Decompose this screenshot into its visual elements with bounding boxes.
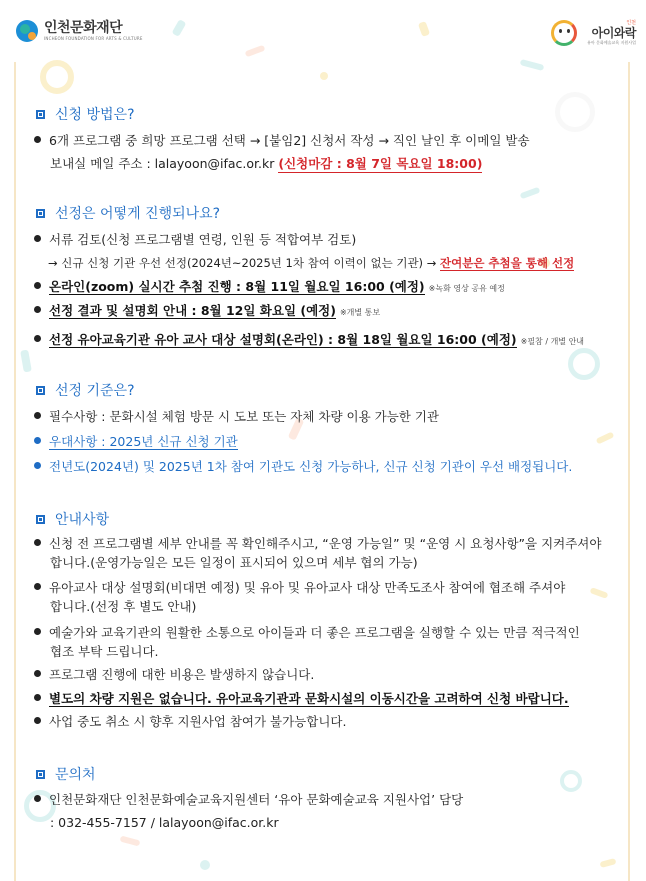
ifac-emblem-icon [16,20,38,42]
notice-item: 신청 전 프로그램별 세부 안내를 꼭 확인해주시고, “운영 가능일” 및 “운영 시 요청사항”을 지켜주셔야 [34,535,601,553]
square-bullet-icon [36,770,45,779]
section-heading-notice: 안내사항 [36,509,109,529]
decoration [20,349,32,372]
ifac-logo-name: 인천문화재단 [44,20,123,36]
section-heading-contact: 문의처 [36,764,96,784]
notice-item: 예술가와 교육기관의 원활한 소통으로 아이들과 더 좋은 프로그램을 실행할 수 있는 만큼 적극적인 [34,624,580,642]
notice-item: 별도의 차량 지원은 없습니다. 유아교육기관과 문화시설의 이동시간을 고려하여 신청 바랍니다. [34,690,569,708]
decoration [568,348,600,380]
decoration [520,187,541,199]
square-bullet-icon [36,110,45,119]
bullet-icon [34,795,41,802]
selection-item-sub: → 신규 신청 기관 우선 선정(2024년~2025년 1차 참여 이력이 없는 기관) → 잔여분은 추첨을 통해 선정 [48,256,575,270]
decoration [245,45,266,57]
decoration [599,858,616,868]
notice-item: 사업 중도 취소 시 향후 지원사업 참여가 불가능합니다. [34,713,346,731]
criteria-item: 우대사항 : 2025년 신규 신청 기관 [34,433,238,451]
square-bullet-icon [36,386,45,395]
bullet-icon [34,583,41,590]
square-bullet-icon [36,209,45,218]
ifac-logo-subtitle: INCHEON FOUNDATION FOR ARTS & CULTURE [44,36,143,41]
bullet-icon [34,628,41,635]
decoration [418,21,430,37]
bullet-icon [34,717,41,724]
notice-item-cont: 합니다.(선정 후 별도 안내) [50,599,197,614]
notice-item: 유아교사 대상 설명회(비대면 예정) 및 유아 및 유아교사 대상 만족도조사 참여에 협조해 주셔야 [34,579,565,597]
program-logo-region: 인천 [626,20,636,26]
bullet-icon [34,412,41,419]
decoration [555,92,595,132]
selection-item: 선정 유아교육기관 유아 교사 대상 설명회(온라인) : 8월 18일 월요일 16:00 (예정) ※필참 / 개별 안내 [34,331,584,351]
bullet-icon [34,462,41,469]
page-border-right [628,62,630,881]
contact-line: 인천문화재단 인천문화예술교육지원센터 ‘유아 문화예술교육 지원사업’ 담당 [34,791,463,809]
apply-email-line: 보내실 메일 주소 : lalayoon@ifac.or.kr (신청마감 : 8월 7일 목요일 18:00) [50,156,483,171]
notice-item: 프로그램 진행에 대한 비용은 발생하지 않습니다. [34,666,314,684]
decoration [40,60,74,94]
section-heading-criteria: 선정 기준은? [36,380,135,400]
bullet-icon [34,306,41,313]
bullet-icon [34,136,41,143]
notice-item-cont: 합니다.(운영가능일은 모든 일정이 표시되어 있으며 세부 협의 가능) [50,555,418,570]
program-logo-subtitle: 유아 문화예술교육 지원사업 [587,40,636,45]
ifac-logo [16,20,143,42]
decoration [520,59,545,71]
selection-item: 온라인(zoom) 실시간 추첨 진행 : 8월 11일 월요일 16:00 (예정) ※녹화 영상 공유 예정 [34,278,505,298]
square-bullet-icon [36,515,45,524]
section-heading-selection: 선정은 어떻게 진행되나요? [36,203,220,223]
bullet-icon [34,539,41,546]
criteria-item: 전년도(2024년) 및 2025년 1차 참여 기관도 신청 가능하나, 신규 신청 기관이 우선 배정됩니다. [34,458,572,476]
decoration [120,836,141,847]
decoration [320,72,328,80]
decoration [590,587,609,599]
page-border-left [14,62,16,881]
bullet-icon [34,694,41,701]
decoration [200,860,210,870]
bullet-icon [34,335,41,342]
bullet-icon [34,437,41,444]
decoration [596,431,615,444]
lottery-note: 잔여분은 추첨을 통해 선정 [440,256,575,270]
selection-item: 선정 결과 및 설명회 안내 : 8월 12일 화요일 (예정) ※개별 통보 [34,302,380,322]
contact-phone-email: : 032-455-7157 / lalayoon@ifac.or.kr [50,815,279,830]
decoration [560,770,582,792]
program-logo [549,18,636,48]
deadline-text: (신청마감 : 8월 7일 목요일 18:00) [278,156,483,171]
decoration [172,19,187,37]
bullet-icon [34,282,41,289]
notice-item-cont: 협조 부탁 드립니다. [50,644,159,659]
selection-item: 서류 검토(신청 프로그램별 연령, 인원 등 적합여부 검토) [34,231,356,249]
smile-face-icon [549,18,583,48]
criteria-item: 필수사항 : 문화시설 체험 방문 시 도보 또는 자체 차량 이용 가능한 기관 [34,408,439,426]
bullet-icon [34,235,41,242]
apply-step-line: 6개 프로그램 중 희망 프로그램 선택 → [붙임2] 신청서 작성 → 직인 날인 후 이메일 발송 [34,132,530,150]
bullet-icon [34,670,41,677]
program-logo-name: 아이와락 [591,26,636,40]
section-heading-apply: 신청 방법은? [36,104,135,124]
